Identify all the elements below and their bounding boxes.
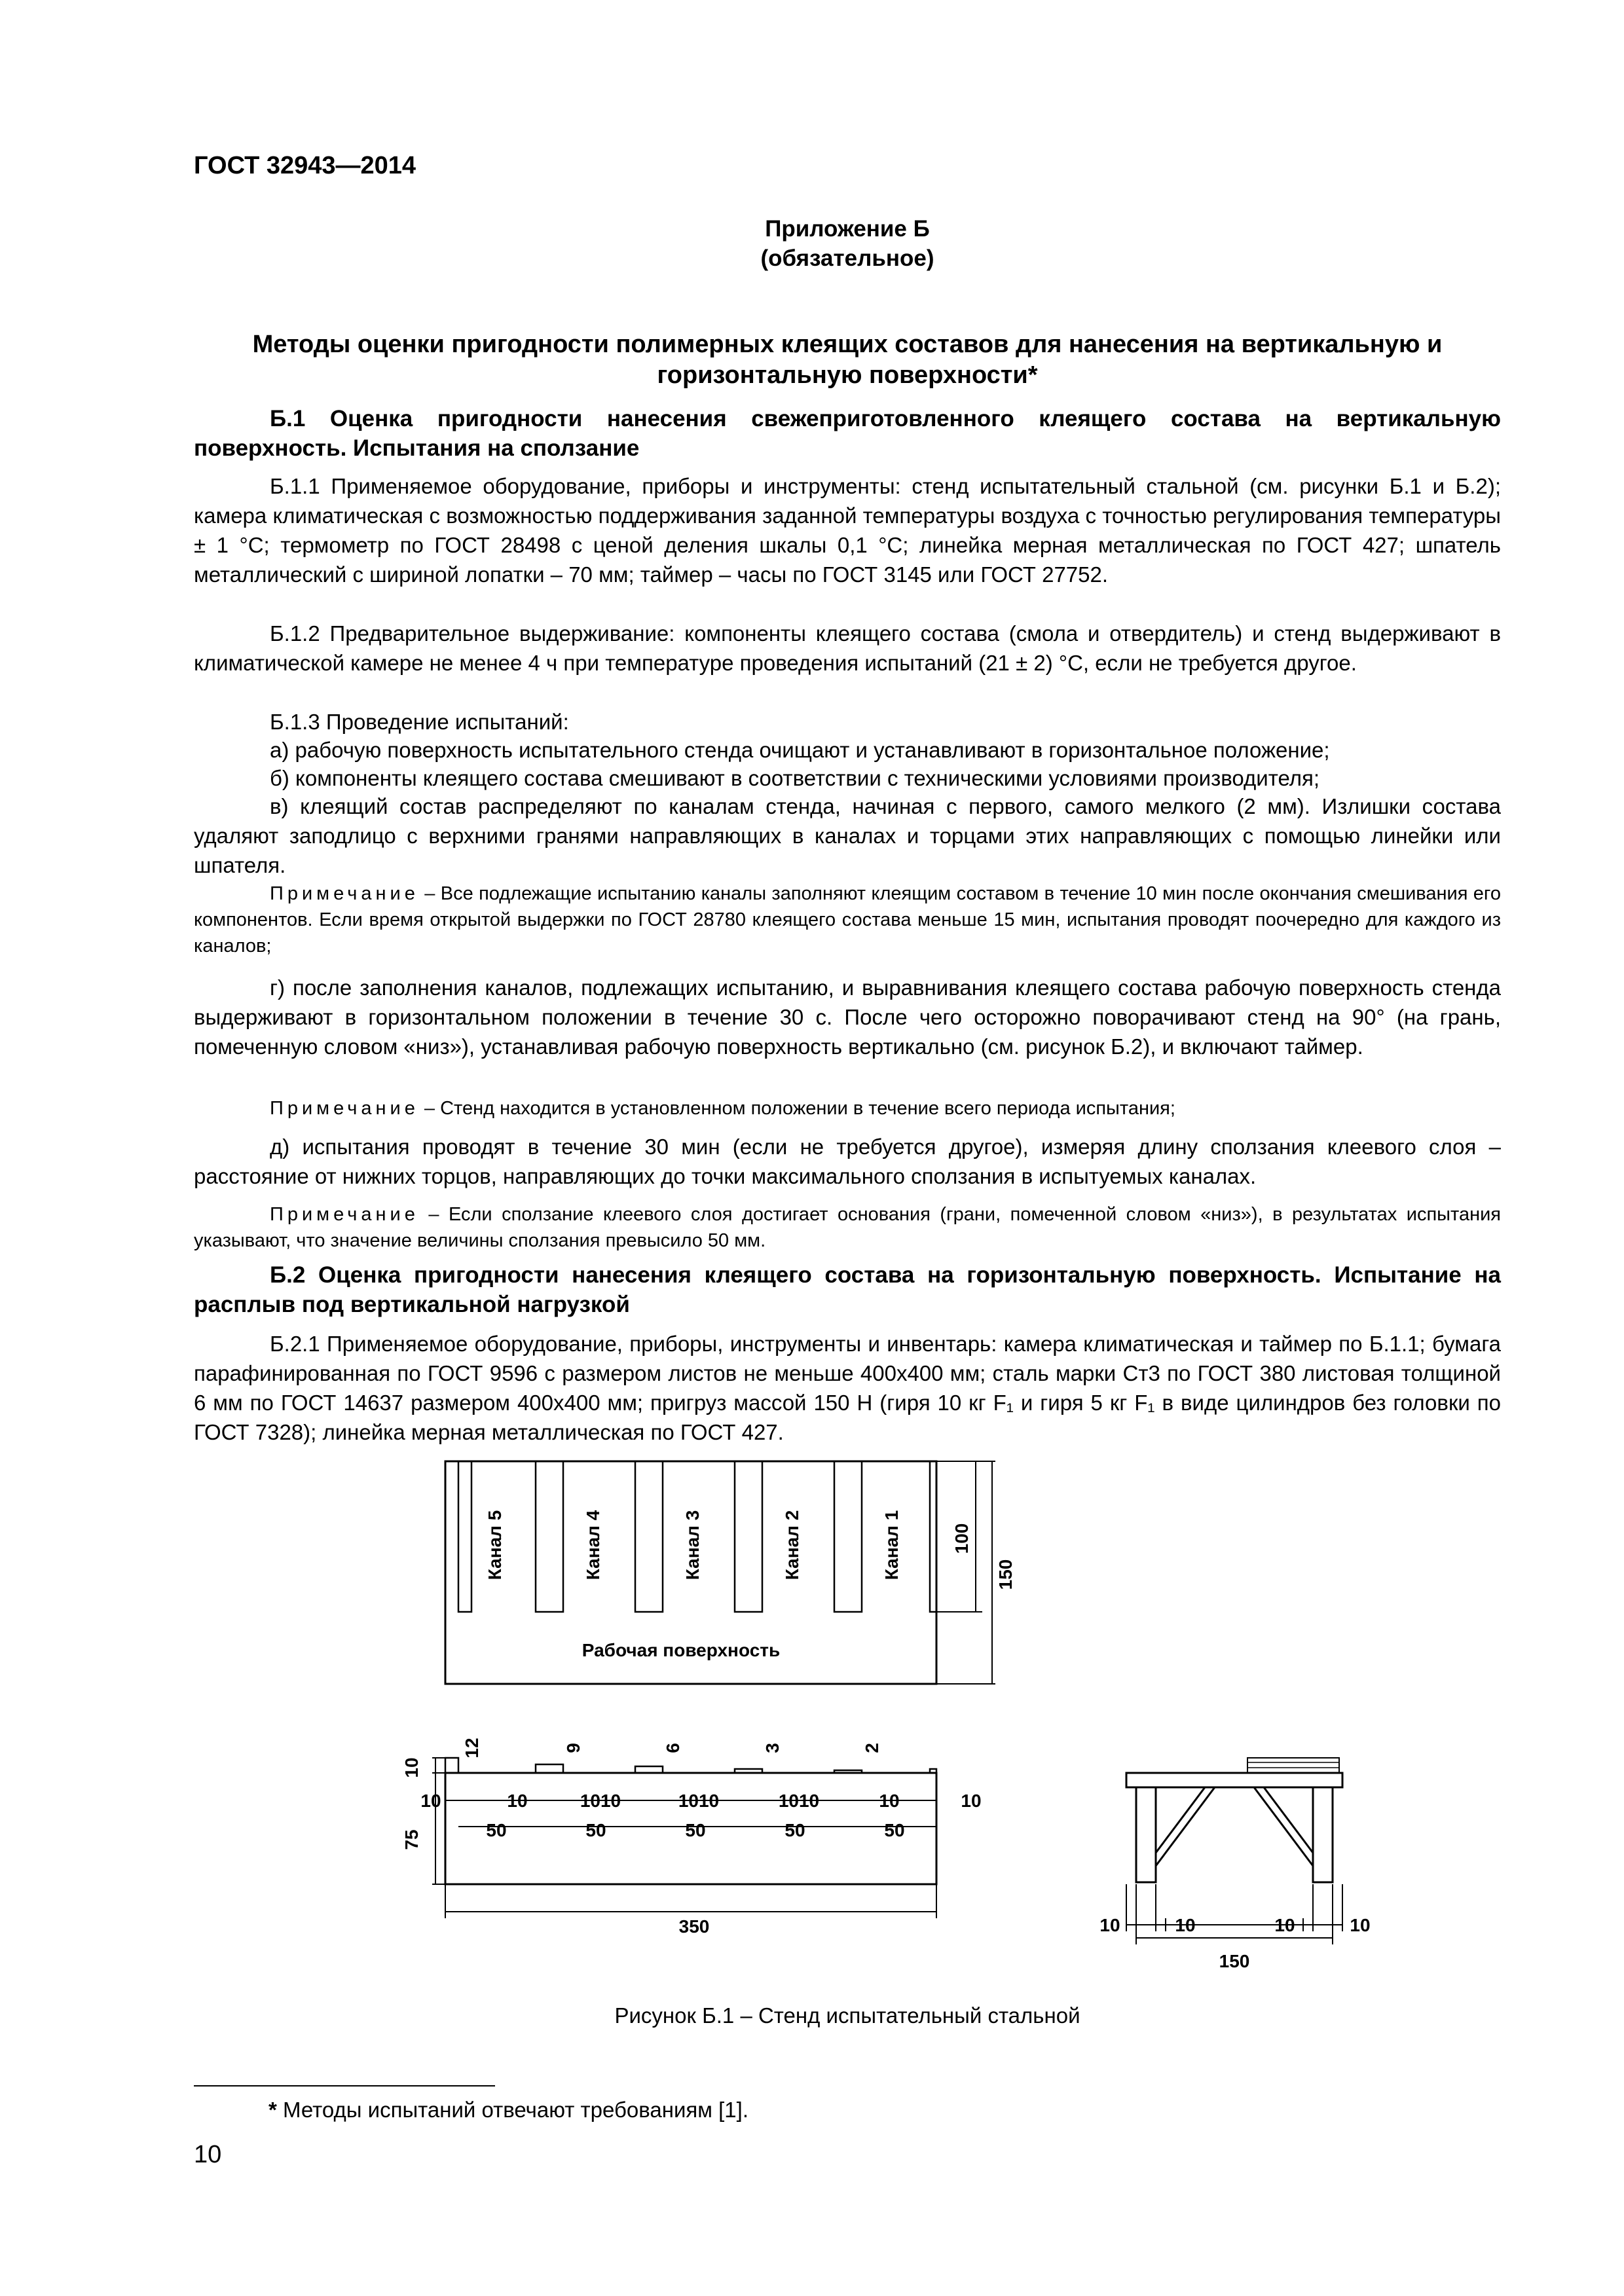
dim-50: 50 [585,1820,606,1840]
note-1 [194,881,1501,959]
footnote-text: Методы испытаний отвечают требованиям [1]. [283,2098,748,2122]
note-3 [194,1201,1501,1254]
end-top-plate [1126,1773,1342,1787]
figure-caption: Рисунок Б.1 – Стенд испытательный стальной [614,2003,1080,2028]
note-label: Примечание [270,1204,419,1225]
dim-50: 50 [884,1820,905,1840]
note-1-text: – Все подлежащие испытанию каналы заполняют клеящим составом в течение 10 мин после окончания смешивания его компонентов. Если время открытой выдержки по ГОСТ 28780 клеящего состава меньше 15 мин, испытания проводят поочередно для каждого из каналов; [194,883,1501,957]
dim-350: 350 [678,1916,710,1937]
list-item-g: г) после заполнения каналов, подлежащих испытанию, и выравнивания клеящего состава рабочую поверхность стенда выдерживают в горизонтальном положении в течение 30 с. После чего осторожно поворачивают стенд на 90° (на грань, помеченную словом «низ»), устанавливая рабочую поверхность вертикально (см. рисунок Б.2), и включают таймер. [194,975,1501,1059]
dim-10: 10 [1350,1915,1371,1935]
channel-label: Канал 4 [583,1510,603,1580]
dim-150: 150 [1219,1951,1250,1971]
slot-depth: 12 [462,1738,482,1758]
channel-label: Канал 1 [881,1510,902,1580]
appendix-status: (обязательное) [760,246,934,271]
list-item-a: а) рабочую поверхность испытательного стенда очищают и устанавливают в горизонтальное положение; [270,738,1330,762]
dim-10: 10 [420,1791,441,1811]
dim-10: 10 [1099,1915,1120,1935]
dim-10: 10 [507,1791,528,1811]
channel-label: Канал 2 [782,1510,802,1580]
footnote-marker: * [268,2098,277,2122]
paragraph-b1-2: Б.1.2 Предварительное выдерживание: компоненты клеящего состава (смола и отвердитель) и стенд выдерживают в климатической камере не менее 4 ч при температуре проведения испытаний (21 ± 2) °С, если не требуется другое. [194,621,1501,675]
note-label: Примечание [270,1098,419,1119]
dim-1010: 1010 [778,1791,820,1811]
figure-drawing [401,1460,1371,1997]
note-2 [194,1095,1501,1121]
note-3-text: – Если сползание клеевого слоя достигает основания (грани, помеченной словом «низ»), в результатах испытания указывают, что значение величины сползания превысило 50 мм. [194,1204,1501,1251]
dim-50: 50 [685,1820,706,1840]
list-item-d: д) испытания проводят в течение 30 мин (если не требуется другое), измеряя длину сползания клеевого слоя – расстояние от нижних торцов, направляющих до точки максимального сползания в испытуемых каналах. [194,1135,1501,1188]
dim-100: 100 [951,1523,972,1554]
dim-150: 150 [995,1559,1016,1590]
main-title-line2: горизонтальную поверхности* [657,361,1038,389]
figure-test-stand [401,1460,1371,2000]
note-label: Примечание [270,883,419,904]
paragraph-b2-1: Б.2.1 Применяемое оборудование, приборы, инструменты и инвентарь: камера климатическая и таймер по Б.1.1; бумага парафинированная по ГОСТ 9596 с размером листов не меньше 400х400 мм; сталь марки Ст3 по ГОСТ 380 листовая толщиной 6 мм по ГОСТ 14637 размером 400х400 мм; пригруз массой 150 Н (гиря 10 кг F₁ и гиря 5 кг F₁ в виде цилиндров без головки по ГОСТ 7328); линейка мерная металлическая по ГОСТ 427. [194,1332,1501,1444]
surface-label: Рабочая поверхность [581,1640,781,1660]
dim-10: 10 [1175,1915,1196,1935]
slot-depth: 2 [862,1743,882,1753]
list-item-v: в) клеящий состав распределяют по каналам стенда, начиная с первого, самого мелкого (2 мм). Излишки состава удаляют заподлицо с верхними гранями направляющих в каналах и торцами этих направляющих с помощью линейки или шпателя. [194,794,1501,877]
slot-depth: 3 [762,1743,783,1753]
slot-depth: 9 [563,1743,583,1753]
dim-1010: 1010 [678,1791,720,1811]
footnote [268,2098,748,2123]
paragraph-b1-1: Б.1.1 Применяемое оборудование, приборы и инструменты: стенд испытательный стальной (см. рисунки Б.1 и Б.2); камера климатическая с возможностью поддерживания заданной температуры воздуха с точностью регулирования температуры ± 1 °С; термометр по ГОСТ 28498 с ценой деления шкалы 0,1 °С; линейка мерная металлическая по ГОСТ 427; шпатель металлический с шириной лопатки – 70 мм; таймер – часы по ГОСТ 3145 или ГОСТ 27752. [194,474,1501,587]
dim-10: 10 [961,1791,982,1811]
dim-1010: 1010 [580,1791,621,1811]
paragraph-b1-3: Б.1.3 Проведение испытаний: [270,710,569,734]
dim-10: 10 [879,1791,900,1811]
footnote-divider [194,2085,495,2086]
channel-label: Канал 3 [682,1510,703,1580]
section-b1-heading: Б.1 Оценка пригодности нанесения свежеприготовленного клеящего состава на вертикальную поверхность. Испытания на сползание [194,406,1501,461]
document-id: ГОСТ 32943—2014 [194,152,416,179]
dim-h75: 75 [401,1829,422,1850]
slot-depth: 6 [663,1743,683,1753]
appendix-title: Приложение Б [765,216,930,242]
channel-label: Канал 5 [485,1510,505,1580]
page-number: 10 [194,2141,222,2168]
dim-50: 50 [486,1820,507,1840]
main-title-line1: Методы оценки пригодности полимерных клеящих составов для нанесения на вертикальную и [252,331,1443,358]
dim-h10: 10 [401,1757,422,1778]
note-2-text: – Стенд находится в установленном положении в течение всего периода испытания; [418,1098,1175,1119]
dim-50: 50 [784,1820,805,1840]
section-b2-heading: Б.2 Оценка пригодности нанесения клеящего состава на горизонтальную поверхность. Испытание на расплыв под вертикальной нагрузкой [194,1262,1501,1317]
dim-10: 10 [1274,1915,1295,1935]
list-item-b: б) компоненты клеящего состава смешивают в соответствии с техническими условиями производителя; [270,766,1320,790]
